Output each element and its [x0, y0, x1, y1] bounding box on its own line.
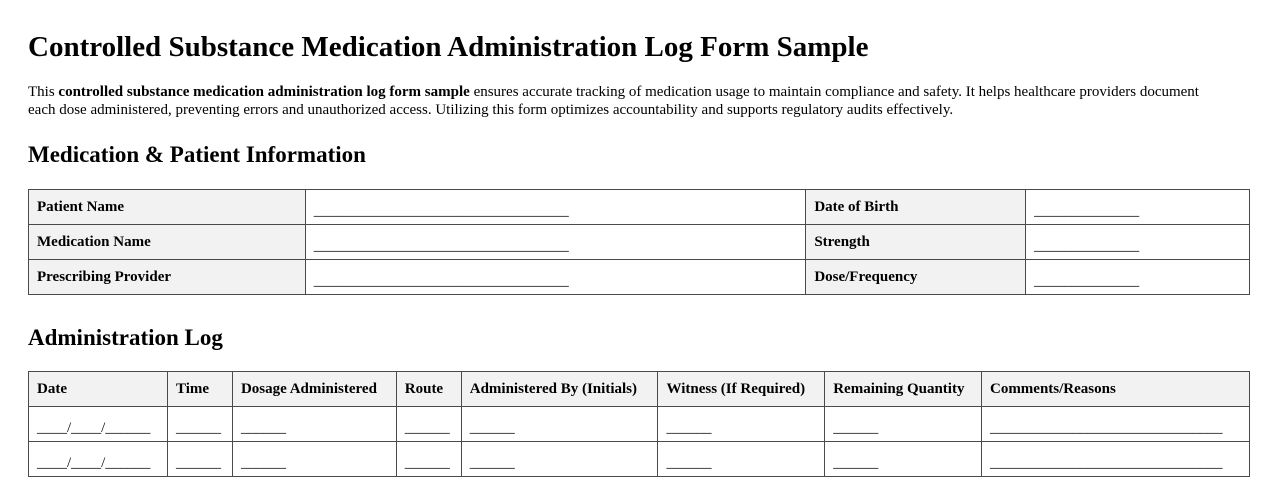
remaining-quantity-blank[interactable]: ______	[833, 454, 879, 471]
patient-info-heading: Medication & Patient Information	[28, 142, 366, 167]
route-blank[interactable]: ______	[404, 419, 450, 436]
comments-blank[interactable]: _______________________________	[989, 419, 1223, 436]
col-header-dosage: Dosage Administered	[232, 372, 396, 407]
medication-name-field[interactable]	[305, 225, 806, 260]
witness-blank[interactable]: ______	[666, 419, 712, 436]
intro-suffix: ensures accurate tracking of medication usage to maintain compliance and safety. It helps healthcare providers document each dose administered, preventing errors and unauthorized access. Utilizing this form optimizes accountability and supports regulatory audits effectively.	[28, 84, 1199, 118]
col-header-route: Route	[396, 372, 461, 407]
admin-log-heading: Administration Log	[28, 325, 223, 350]
strength-field[interactable]	[1026, 225, 1250, 260]
date-cell[interactable]	[29, 442, 168, 477]
prescribing-provider-field[interactable]	[305, 260, 806, 295]
witness-cell[interactable]	[658, 442, 825, 477]
administered-by-cell[interactable]	[461, 407, 658, 442]
medication-name-label: Medication Name	[29, 225, 306, 260]
route-cell[interactable]	[396, 407, 461, 442]
page-title: Controlled Substance Medication Administration Log Form Sample	[28, 31, 869, 63]
remaining-quantity-cell[interactable]	[825, 442, 982, 477]
witness-cell[interactable]	[658, 407, 825, 442]
date-of-birth-blank[interactable]: ______________	[1034, 202, 1140, 219]
patient-info-table	[28, 189, 1250, 295]
dose-frequency-label: Dose/Frequency	[806, 260, 1026, 295]
route-blank[interactable]: ______	[404, 454, 450, 471]
dosage-cell[interactable]	[232, 407, 396, 442]
intro-paragraph	[28, 83, 1228, 119]
prescribing-provider-label: Prescribing Provider	[29, 260, 306, 295]
date-cell[interactable]	[29, 407, 168, 442]
comments-cell[interactable]	[981, 442, 1249, 477]
time-blank[interactable]: ______	[175, 419, 221, 436]
administered-by-cell[interactable]	[461, 442, 658, 477]
route-cell[interactable]	[396, 442, 461, 477]
comments-cell[interactable]	[981, 407, 1249, 442]
col-header-witness: Witness (If Required)	[658, 372, 825, 407]
dose-frequency-blank[interactable]: ______________	[1034, 272, 1140, 289]
remaining-quantity-cell[interactable]	[825, 407, 982, 442]
time-cell[interactable]	[167, 442, 232, 477]
date-blank[interactable]: ____/____/______	[37, 419, 151, 436]
patient-info-row	[29, 225, 1250, 260]
date-of-birth-label: Date of Birth	[806, 190, 1026, 225]
admin-log-header-row	[29, 372, 1250, 407]
dose-frequency-field[interactable]	[1026, 260, 1250, 295]
strength-label: Strength	[806, 225, 1026, 260]
medication-name-blank[interactable]: __________________________________	[313, 237, 569, 254]
patient-name-blank[interactable]: __________________________________	[313, 202, 569, 219]
patient-info-row	[29, 190, 1250, 225]
admin-log-table	[28, 371, 1250, 477]
comments-blank[interactable]: _______________________________	[989, 454, 1223, 471]
dosage-blank[interactable]: ______	[240, 454, 286, 471]
intro-prefix: This	[28, 84, 59, 100]
strength-blank[interactable]: ______________	[1034, 237, 1140, 254]
col-header-comments: Comments/Reasons	[981, 372, 1249, 407]
col-header-time: Time	[167, 372, 232, 407]
col-header-administered-by: Administered By (Initials)	[461, 372, 658, 407]
administered-by-blank[interactable]: ______	[469, 454, 515, 471]
date-blank[interactable]: ____/____/______	[37, 454, 151, 471]
col-header-remaining-quantity: Remaining Quantity	[825, 372, 982, 407]
time-blank[interactable]: ______	[175, 454, 221, 471]
remaining-quantity-blank[interactable]: ______	[833, 419, 879, 436]
dosage-blank[interactable]: ______	[240, 419, 286, 436]
dosage-cell[interactable]	[232, 442, 396, 477]
prescribing-provider-blank[interactable]: __________________________________	[313, 272, 569, 289]
witness-blank[interactable]: ______	[666, 454, 712, 471]
table-row	[29, 442, 1250, 477]
time-cell[interactable]	[167, 407, 232, 442]
patient-name-label: Patient Name	[29, 190, 306, 225]
col-header-date: Date	[29, 372, 168, 407]
patient-info-row	[29, 260, 1250, 295]
administered-by-blank[interactable]: ______	[469, 419, 515, 436]
intro-bold-phrase: controlled substance medication administration log form sample	[58, 84, 470, 100]
table-row	[29, 407, 1250, 442]
patient-name-field[interactable]	[305, 190, 806, 225]
date-of-birth-field[interactable]	[1026, 190, 1250, 225]
